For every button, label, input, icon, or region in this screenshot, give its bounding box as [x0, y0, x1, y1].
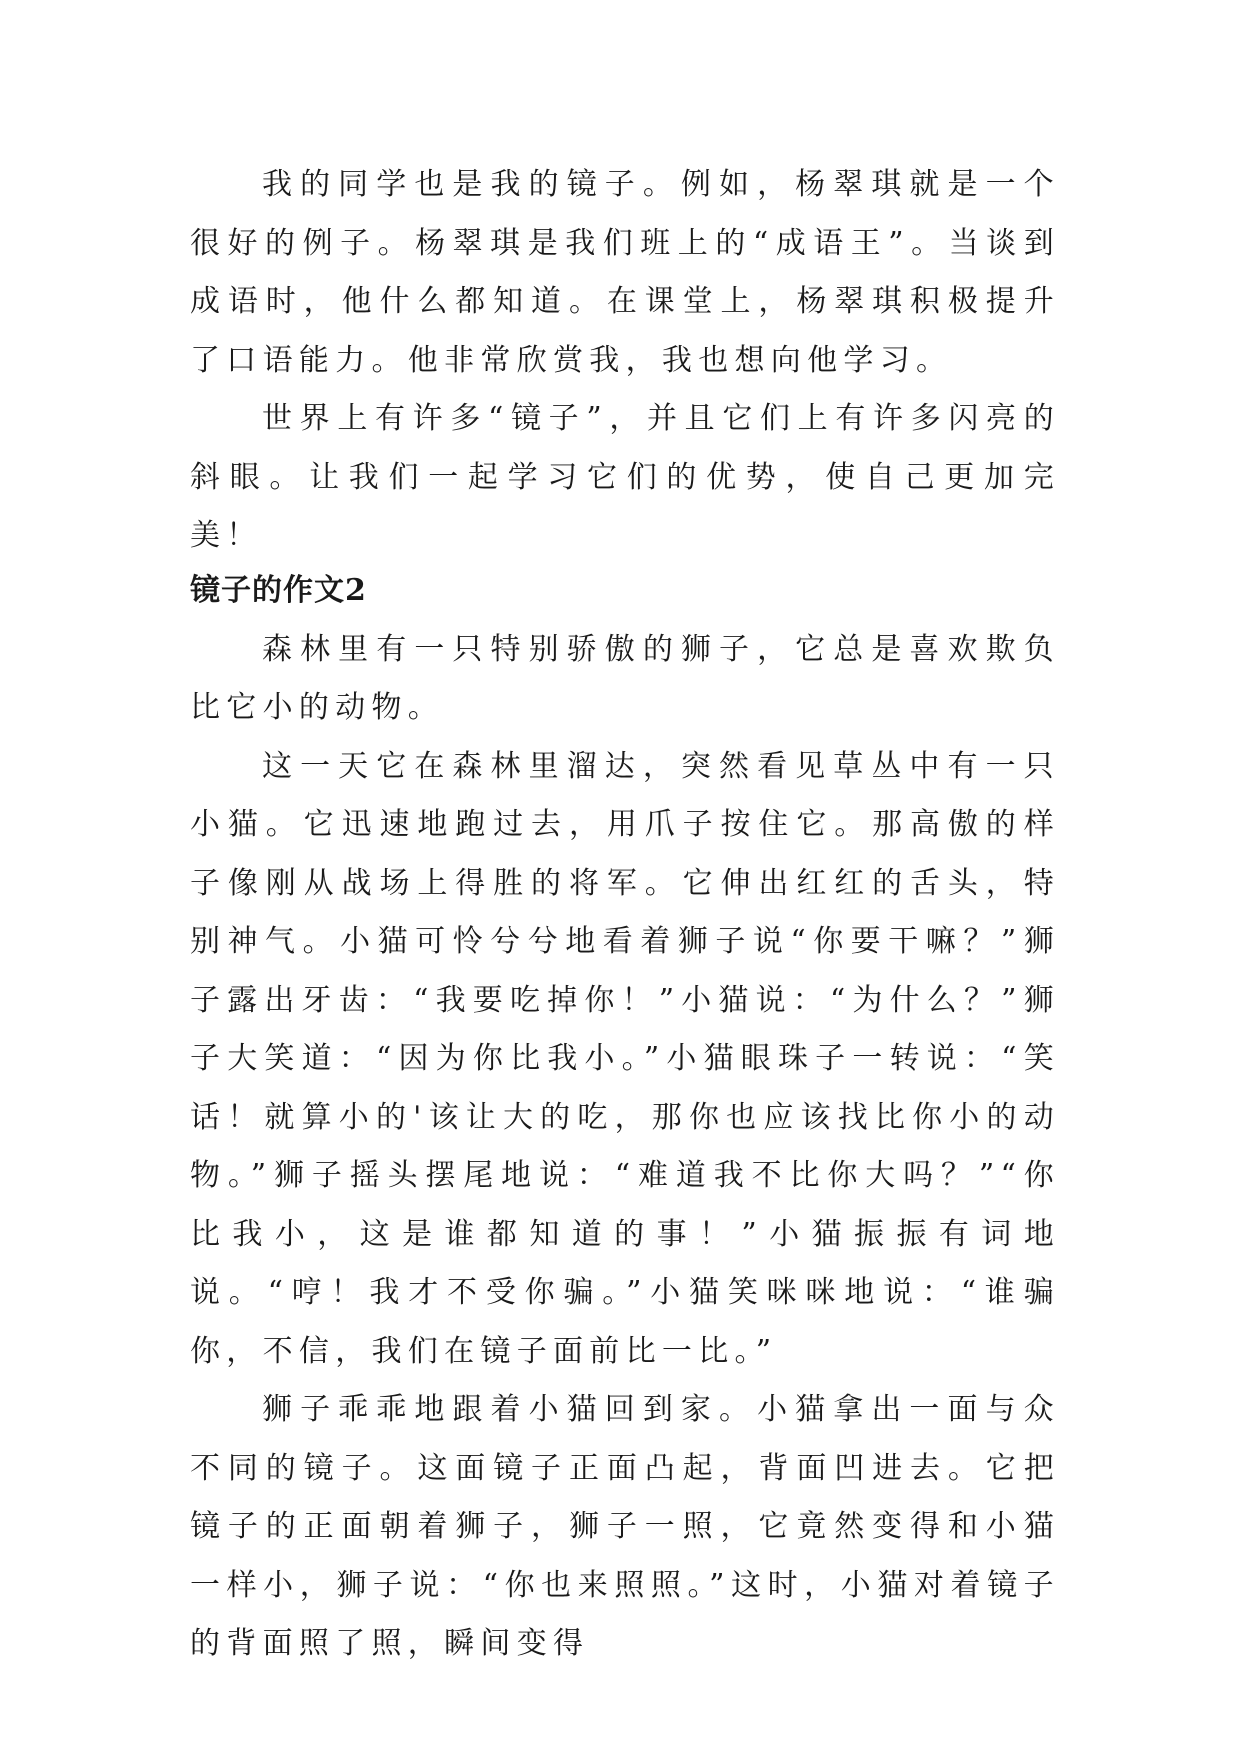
- paragraph: 我的同学也是我的镜子。例如，杨翠琪就是一个很好的例子。杨翠琪是我们班上的“成语王”。当谈到成语时，他什么都知道。在课堂上，杨翠琪积极提升了口语能力。他非常欣赏我，我也想向他学习。: [190, 167, 1060, 378]
- paragraph: 狮子乖乖地跟着小猫回到家。小猫拿出一面与众不同的镜子。这面镜子正面凸起，背面凹进去。它把镜子的正面朝着狮子，狮子一照，它竟然变得和小猫一样小，狮子说：“你也来照照。”这时，小猫对着镜子的背面照了照，瞬间变得: [190, 1392, 1060, 1661]
- section-title: 镜子的作文2: [190, 573, 367, 608]
- paragraph: 这一天它在森林里溜达，突然看见草丛中有一只小猫。它迅速地跑过去，用爪子按住它。那高傲的样子像刚从战场上得胜的将军。它伸出红红的舌头，特别神气。小猫可怜兮兮地看着狮子说“你要干嘛？”狮子露出牙齿：“我要吃掉你！”小猫说：“为什么？”狮子大笑道：“因为你比我小。”小猫眼珠子一转说：“笑话！就算小的'该让大的吃，那你也应该找比你小的动物。”狮子摇头摆尾地说：“难道我不比你大吗？”“你比我小，这是谁都知道的事！”小猫振振有词地说。“哼！我才不受你骗。”小猫笑咪咪地说：“谁骗你，不信，我们在镜子面前比一比。”: [190, 748, 1060, 1369]
- paragraph: 世界上有许多“镜子”，并且它们上有许多闪亮的斜眼。让我们一起学习它们的优势，使自己更加完美！: [190, 401, 1060, 553]
- paragraph: 森林里有一只特别骄傲的狮子，它总是喜欢欺负比它小的动物。: [190, 631, 1060, 725]
- essay-section-2: [190, 562, 1060, 1674]
- essay-section-1: [190, 156, 1060, 566]
